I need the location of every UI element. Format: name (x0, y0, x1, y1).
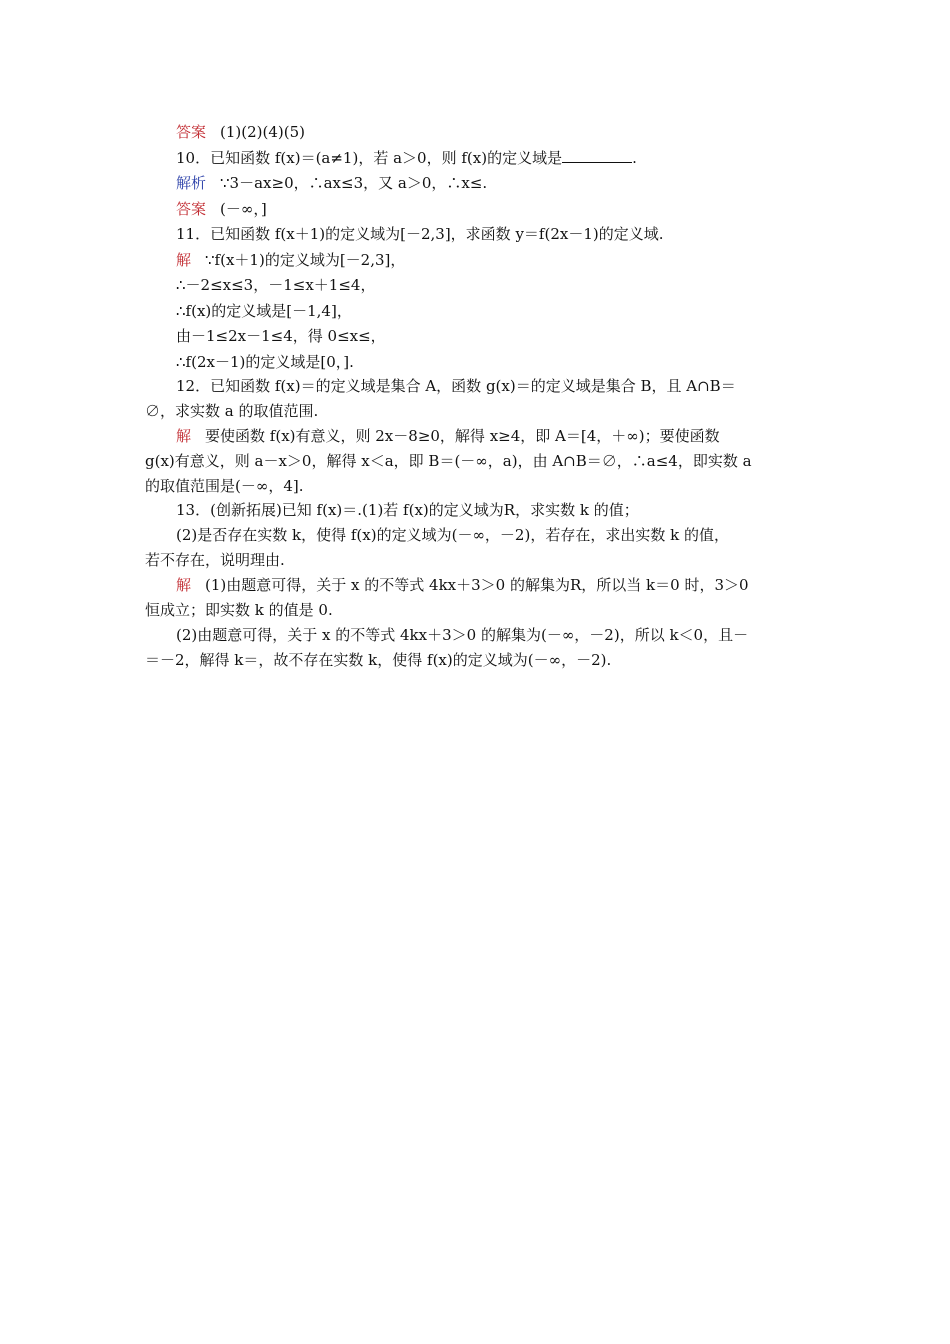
question-end: . (632, 149, 637, 167)
question-13-line-1 (176, 497, 639, 523)
solution-12-line-3 (145, 473, 304, 499)
question-text: 11．已知函数 f(x＋1)的定义域为[－2,3]，求函数 y＝f(2x－1)的定义域. (176, 225, 664, 243)
solution-13-line-4 (145, 647, 611, 673)
solution-12-line-2 (145, 448, 752, 474)
question-text: 13．(创新拓展)已知 f(x)＝.(1)若 f(x)的定义域为R，求实数 k 的值； (176, 501, 639, 519)
solution-11-line-5 (176, 349, 354, 375)
solution-13-line-2 (145, 597, 333, 623)
solution-11-line-1 (176, 247, 405, 273)
solution-11-line-3 (176, 298, 352, 324)
solution-13-line-1 (176, 572, 749, 598)
answer-blank (562, 148, 632, 163)
solution-text: ∵f(x＋1)的定义域为[－2,3]， (205, 251, 406, 269)
question-text: ∅，求实数 a 的取值范围. (145, 402, 319, 420)
solution-text: 由－1≤2x－1≤4，得 0≤x≤， (176, 327, 386, 345)
solution-text: 的取值范围是(－∞，4]. (145, 477, 304, 495)
question-13-line-2 (176, 522, 729, 548)
question-12-line-1 (176, 373, 736, 399)
answer-label: 答案 (176, 200, 207, 218)
solution-text: g(x)有意义，则 a－x＞0，解得 x＜a，即 B＝(－∞，a)，由 A∩B＝∅，∴a≤4，即实数 a (145, 452, 752, 470)
question-text: 12．已知函数 f(x)＝的定义域是集合 A，函数 g(x)＝的定义域是集合 B，且 A∩B＝ (176, 377, 736, 395)
solution-label: 解 (176, 251, 192, 269)
solution-11-line-4 (176, 323, 386, 349)
question-text: (2)是否存在实数 k，使得 f(x)的定义域为(－∞，－2)，若存在，求出实数 k 的值， (176, 526, 729, 544)
solution-12-line-1 (176, 423, 720, 449)
solution-text: ∴－2≤x≤3，－1≤x＋1≤4， (176, 276, 376, 294)
solution-13-line-3 (176, 622, 748, 648)
answer-text: (1)(2)(4)(5) (220, 123, 306, 141)
analysis-label: 解析 (176, 174, 207, 192)
answer-9 (176, 119, 305, 145)
answer-text: (－∞，] (220, 200, 267, 218)
question-12-line-2 (145, 398, 318, 424)
analysis-text: ∵3－ax≥0，∴ax≤3，又 a＞0，∴x≤. (220, 174, 488, 192)
solution-text: ∴f(2x－1)的定义域是[0，]. (176, 353, 354, 371)
answer-10 (176, 196, 267, 222)
solution-text: ＝－2，解得 k＝，故不存在实数 k，使得 f(x)的定义域为(－∞，－2). (145, 651, 612, 669)
question-text: 若不存在，说明理由. (145, 551, 285, 569)
solution-label: 解 (176, 576, 192, 594)
solution-11-line-2 (176, 272, 375, 298)
question-text: 10．已知函数 f(x)＝(a≠1)，若 a＞0，则 f(x)的定义域是 (176, 149, 563, 167)
solution-label: 解 (176, 427, 192, 445)
question-10 (176, 145, 637, 171)
question-13-line-3 (145, 547, 285, 573)
solution-text: 恒成立；即实数 k 的值是 0. (145, 601, 333, 619)
question-11 (176, 221, 664, 247)
analysis-10 (176, 170, 487, 196)
solution-text: ∴f(x)的定义域是[－1,4]， (176, 302, 352, 320)
solution-text: (1)由题意可得，关于 x 的不等式 4kx＋3＞0 的解集为R，所以当 k＝0 时，3＞0 (205, 576, 749, 594)
answer-label: 答案 (176, 123, 207, 141)
solution-text: (2)由题意可得，关于 x 的不等式 4kx＋3＞0 的解集为(－∞，－2)，所以 k＜0，且－ (176, 626, 749, 644)
solution-text: 要使函数 f(x)有意义，则 2x－8≥0，解得 x≥4，即 A＝[4，＋∞)；要使函数 (205, 427, 720, 445)
